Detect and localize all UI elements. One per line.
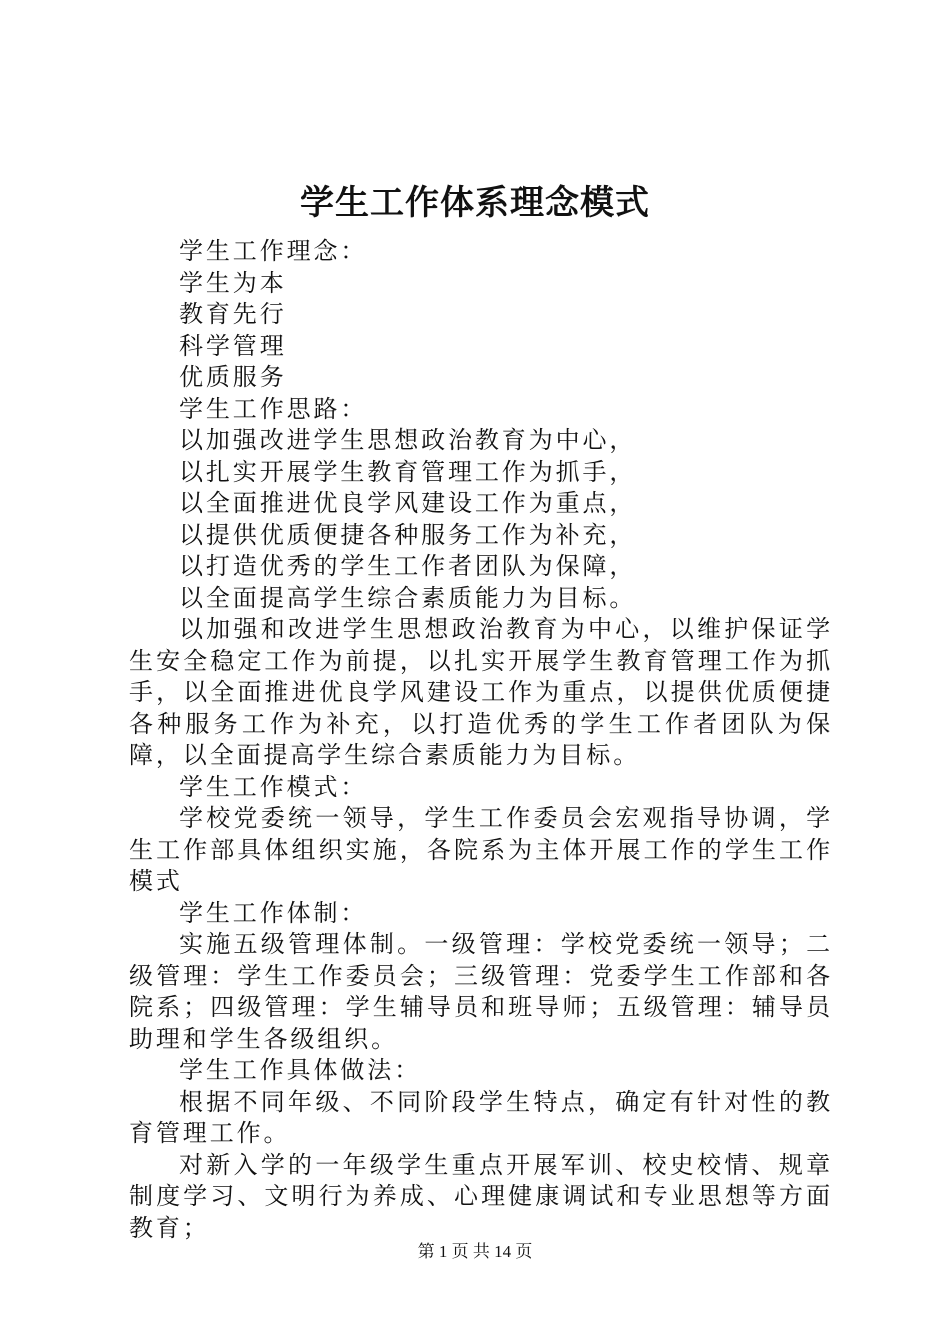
concept-item: 教育先行 xyxy=(179,300,287,328)
system-heading: 学生工作体制： xyxy=(179,898,368,927)
approach-heading: 学生工作思路： xyxy=(179,394,368,423)
approach-item: 以提供优质便捷各种服务工作为补充， xyxy=(179,520,637,549)
document-body xyxy=(129,236,833,1244)
approach-item: 以全面提高学生综合素质能力为目标。 xyxy=(179,583,637,612)
document-title: 学生工作体系理念模式 xyxy=(300,183,650,223)
practice-paragraph: 根据不同年级、不同阶段学生特点，确定有针对性的教育管理工作。 xyxy=(129,1087,833,1147)
page-number: 第 1 页 共 14 页 xyxy=(417,1242,533,1261)
concept-heading: 学生工作理念： xyxy=(179,237,368,265)
concept-item: 科学管理 xyxy=(179,331,287,360)
approach-item: 以扎实开展学生教育管理工作为抓手， xyxy=(179,457,637,486)
model-heading: 学生工作模式： xyxy=(179,772,368,801)
practice-heading: 学生工作具体做法： xyxy=(179,1056,422,1084)
approach-item: 以全面推进优良学风建设工作为重点， xyxy=(179,489,637,517)
concept-item: 学生为本 xyxy=(179,268,287,297)
concept-item: 优质服务 xyxy=(179,363,287,391)
system-paragraph: 实施五级管理体制。一级管理：学校党委统一领导；二级管理：学生工作委员会；三级管理：党委学生工作部和各院系；四级管理：学生辅导员和班导师；五级管理：辅导员助理和学生各级组织。 xyxy=(129,930,833,1053)
approach-paragraph: 以加强和改进学生思想政治教育为中心，以维护保证学生安全稳定工作为前提，以扎实开展学生教育管理工作为抓手，以全面推进优良学风建设工作为重点，以提供优质便捷各种服务工作为补充，以打造优秀的学生工作者团队为保障，以全面提高学生综合素质能力为目标。 xyxy=(129,615,833,769)
approach-item: 以加强改进学生思想政治教育为中心， xyxy=(179,426,637,454)
approach-item: 以打造优秀的学生工作者团队为保障， xyxy=(179,552,637,580)
model-paragraph: 学校党委统一领导，学生工作委员会宏观指导协调，学生工作部具体组织实施，各院系为主体开展工作的学生工作模式 xyxy=(129,804,833,895)
practice-paragraph: 对新入学的一年级学生重点开展军训、校史校情、规章制度学习、文明行为养成、心理健康调试和专业思想等方面教育； xyxy=(129,1150,833,1242)
